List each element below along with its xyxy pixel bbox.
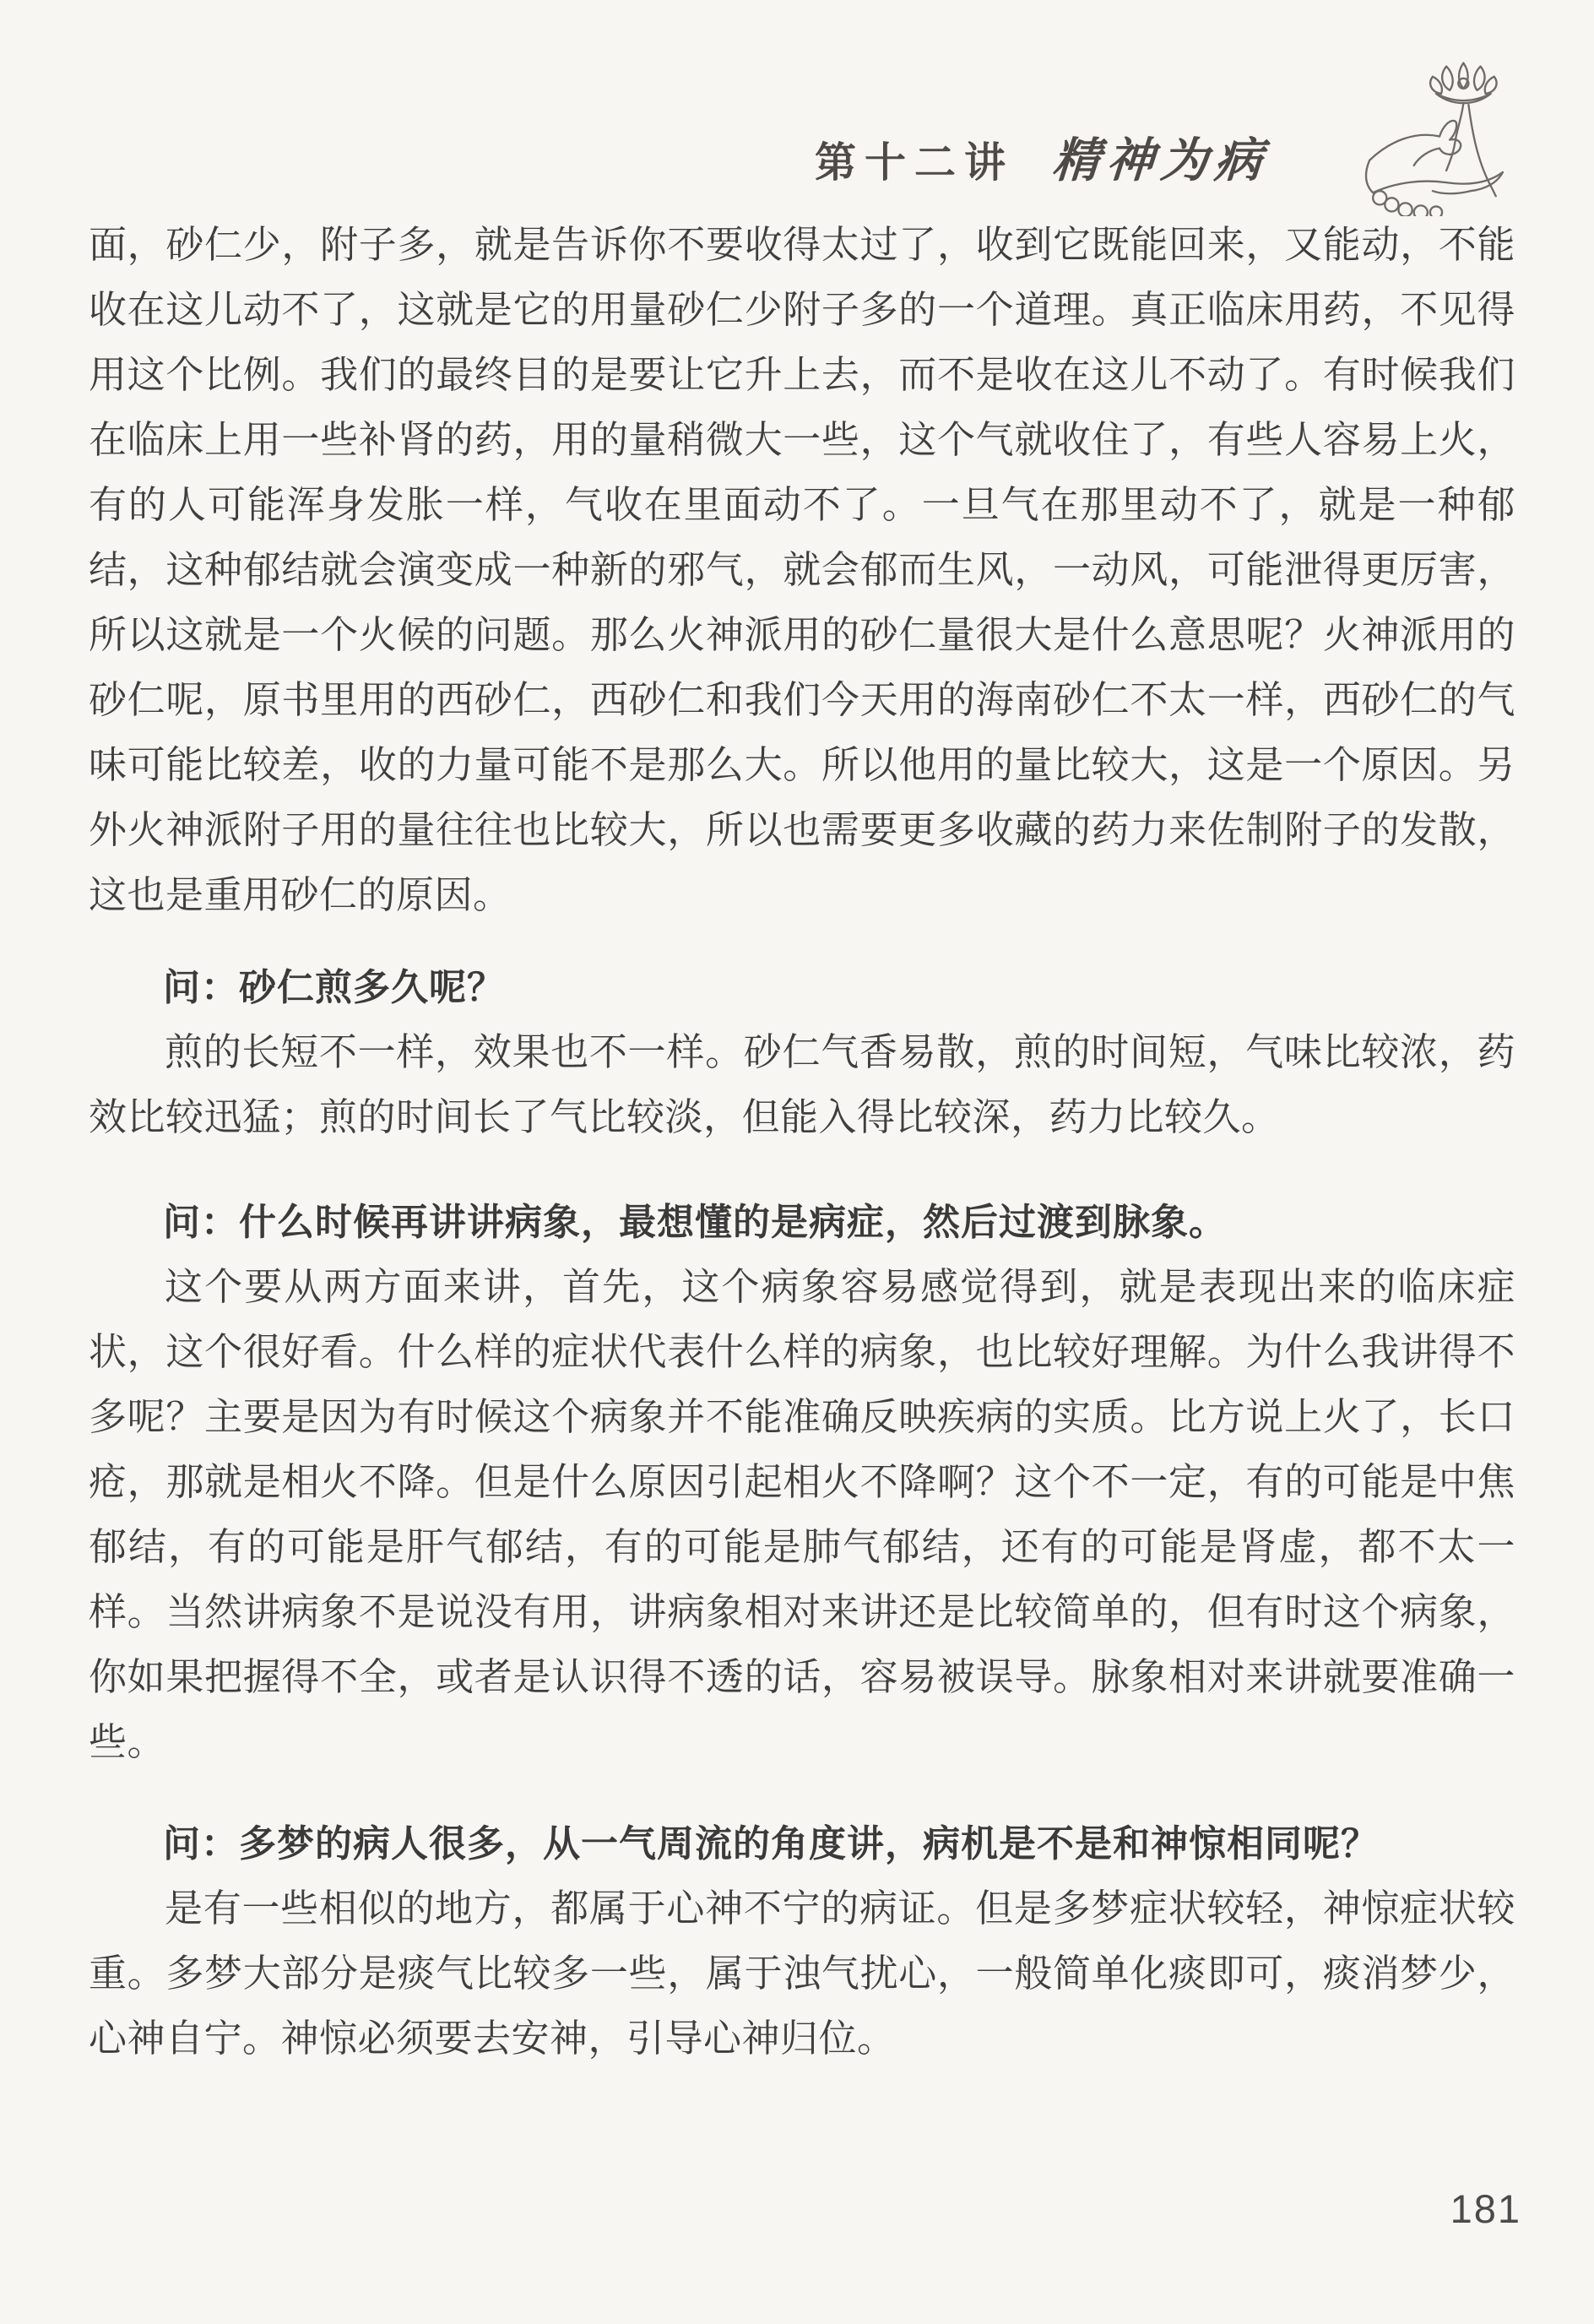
answer-3: 是有一些相似的地方，都属于心神不宁的病证。但是多梦症状较轻，神惊症状较重。多梦大部分是痰气比较多一些，属于浊气扰心，一般简单化痰即可，痰消梦少，心神自宁。神惊必须要去安神，引导心神归位。 (89, 1887, 1515, 2060)
opening-paragraph: 面，砂仁少，附子多，就是告诉你不要收得太过了，收到它既能回来，又能动，不能收在这儿动不了，这就是它的用量砂仁少附子多的一个道理。真正临床用药，不见得用这个比例。我们的最终目的是要让它升上去，而不是收在这儿不动了。有时候我们在临床上用一些补肾的药，用的量稍微大一些，这个气就收住了，有些人容易上火，有的人可能浑身发胀一样，气收在里面动不了。一旦气在那里动不了，就是一种郁结，这种郁结就会演变成一种新的邪气，就会郁而生风，一动风，可能泄得更厉害，所以这就是一个火候的问题。那么火神派用的砂仁量很大是什么意思呢？火神派用的砂仁呢，原书里用的西砂仁，西砂仁和我们今天用的海南砂仁不太一样，西砂仁的气味可能比较差，收的力量可能不是那么大。所以他用的量比较大，这是一个原因。另外火神派附子用的量往往也比较大，所以也需要更多收藏的药力来佐制附子的发散，这也是重用砂仁的原因。 (89, 224, 1515, 916)
question-2: 问：什么时候再讲讲病象，最想懂的是病症，然后过渡到脉象。 (163, 1202, 1227, 1243)
answer-2: 这个要从两方面来讲，首先，这个病象容易感觉得到，就是表现出来的临床症状，这个很好看。什么样的症状代表什么样的病象，也比较好理解。为什么我讲得不多呢？主要是因为有时候这个病象并不能准确反映疾病的实质。比方说上火了，长口疮，那就是相火不降。但是什么原因引起相火不降啊？这个不一定，有的可能是中焦郁结，有的可能是肝气郁结，有的可能是肺气郁结，还有的可能是肾虚，都不太一样。当然讲病象不是说没有用，讲病象相对来讲还是比较简单的，但有时这个病象，你如果把握得不全，或者是认识得不透的话，容易被误导。脉象相对来讲就要准确一些。 (89, 1266, 1515, 1763)
page-number: 181 (1450, 2186, 1521, 2231)
page-body (89, 213, 1515, 2072)
chapter-title: 精神为病 (1050, 135, 1271, 187)
question-3: 问：多梦的病人很多，从一气周流的角度讲，病机是不是和神惊相同呢？ (163, 1823, 1379, 1865)
question-1: 问：砂仁煎多久呢？ (163, 967, 505, 1008)
page-header (815, 123, 1269, 191)
hand-lotus-icon (1361, 57, 1515, 216)
answer-1: 煎的长短不一样，效果也不一样。砂仁气香易散，煎的时间短，气味比较浓，药效比较迅猛；煎的时间长了气比较淡，但能入得比较深，药力比较久。 (89, 1031, 1515, 1138)
hand-lotus-drawing (1361, 57, 1515, 216)
chapter-label: 第十二讲 (814, 139, 1014, 186)
